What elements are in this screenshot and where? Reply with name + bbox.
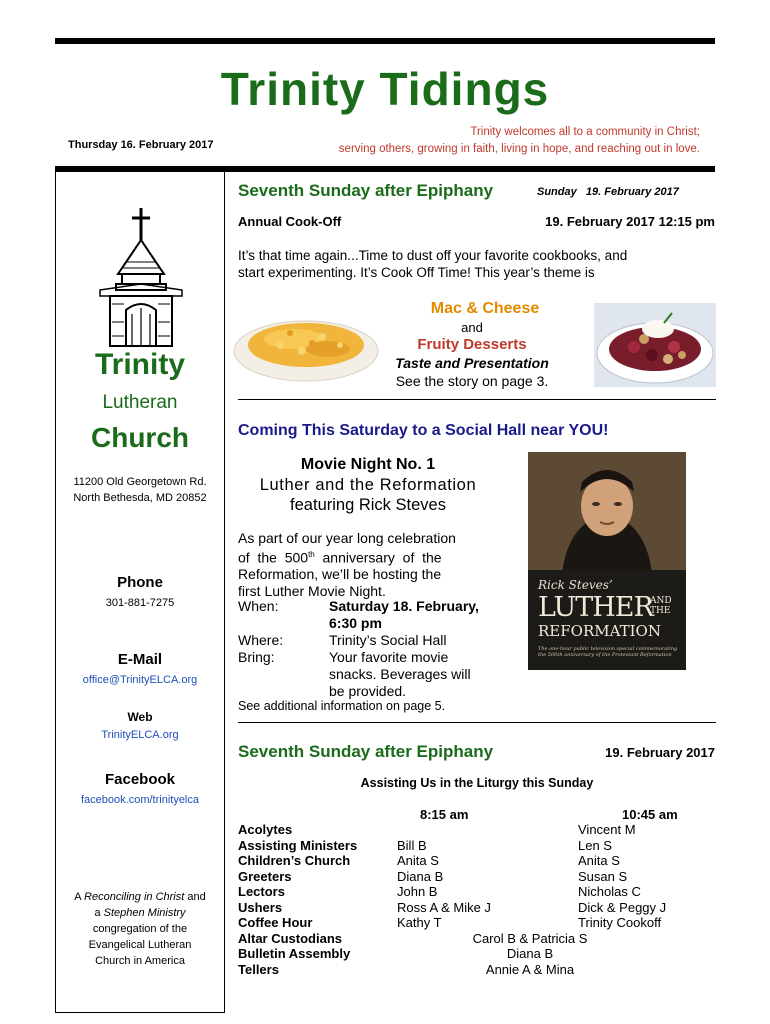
role-row: Coffee Hour [238,915,313,930]
late-volunteer: Len S [578,837,612,853]
web-label: Web [127,710,153,724]
movie-title: Movie Night No. 1 [300,456,436,473]
phone-label: Phone [117,574,163,591]
early-volunteer: Bill B [397,837,427,853]
affiliation-text: A Reconciling in Christ and a Stephen Ministry congregation of the Evangelical Lutheran Church in America [74,891,206,967]
tagline [260,124,700,158]
early-volunteer: Diana B [397,868,444,884]
cover-title-luther: LUTHER [538,592,653,623]
tagline-line-2: serving others, growing in faith, living in hope, and reaching out in love. [338,143,700,155]
role-row: Lectors [238,884,285,899]
combined-volunteer: Carol B & Patricia S [472,930,588,946]
facebook-link[interactable]: facebook.com/trinityelca [81,794,199,806]
late-volunteer: Nicholas C [578,884,641,899]
story-reference: See the story on page 3. [395,373,549,389]
movie-intro: As part of our year long celebration of the 500th anniversary of the Reformation, we’ll be hosting the first Luther Movie Night. [238,530,456,600]
movie-heading: Coming This Saturday to a Social Hall near YOU! [238,422,609,439]
where-value: Trinity’s Social Hall [329,632,447,648]
bring-value: Your favorite movie snacks. Beverages will be provided. [329,649,471,699]
facebook-label: Facebook [104,771,176,788]
role-row: Ushers [238,899,283,915]
email-link[interactable]: office@TrinityELCA.org [82,674,198,686]
early-volunteer: John B [397,884,438,899]
movie-subtitle-2: featuring Rick Steves [290,496,446,514]
phone-number[interactable]: 301-881-7275 [105,597,175,609]
cover-author: Rick Steves’ [538,578,613,592]
bring-label: Bring: [238,649,275,665]
address-line-2: North Bethesda, MD 20852 [73,492,207,504]
service-time-late: 10:45 am [622,807,678,822]
late-service-volunteers [578,822,666,931]
when-value-2: 6:30 pm [329,615,382,631]
cookoff-event-name: Annual Cook-Off [238,214,342,229]
role-row: Acolytes [238,822,293,837]
newsletter-title: Trinity Tidings [220,63,550,115]
cover-title-reformation: REFORMATION [538,622,661,640]
liturgy-heading: Seventh Sunday after Epiphany [238,742,494,761]
when-value-1: Saturday 18. February, [329,598,479,614]
address-line-1: 11200 Old Georgetown Rd. [73,476,207,488]
late-volunteer: Susan S [578,868,628,884]
divider-2 [238,722,716,723]
church-name-lutheran: Lutheran [102,392,178,413]
cookoff-heading: Seventh Sunday after Epiphany [238,181,494,200]
role-row: Children’s Church [238,853,351,868]
email-label: E-Mail [117,651,163,668]
early-volunteer: Ross A & Mike J [397,899,491,915]
role-row: Bulletin Assembly [238,946,351,961]
cover-and-the: AND THE [650,596,672,616]
role-row: Altar Custodians [238,930,343,946]
theme-mac-and-cheese: Mac & Cheese [430,300,540,317]
where-label: Where: [238,632,284,648]
divider-1 [238,399,716,400]
movie-more-info: See additional information on page 5. [238,699,446,713]
web-link[interactable]: TrinityELCA.org [101,729,179,741]
top-rule [55,38,715,44]
early-volunteer: Kathy T [397,915,442,930]
late-volunteer: Vincent M [578,822,636,837]
church-name-church: Church [91,422,189,453]
issue-date: Thursday 16. February 2017 [68,139,214,151]
late-volunteer: Trinity Cookoff [578,915,662,930]
liturgy-subheading: Assisting Us in the Liturgy this Sunday [360,776,594,790]
cookoff-body: It’s that time again...Time to dust off your favorite cookbooks, and start experimenting. It’s Cook Off Time! This year’s theme is [238,248,628,280]
church-steeple-icon [96,204,186,352]
cookoff-heading-date: Sunday 19. February 2017 [537,186,679,198]
service-time-early: 8:15 am [420,807,469,822]
sidebar [55,172,225,1013]
taste-and-presentation: Taste and Presentation [395,355,549,371]
cookoff-event-date: 19. February 2017 12:15 pm [545,214,715,229]
movie-subtitle-1: Luther and the Reformation [259,476,477,494]
liturgy-roles [238,822,357,977]
combined-volunteer: Diana B [506,946,554,961]
early-volunteer: Anita S [397,853,439,868]
cover-blurb: The one-hour public television special commemorating the 500th anniversary of the Protestant Reformation [538,646,678,658]
theme-and: and [461,320,483,335]
role-row: Assisting Ministers [238,837,358,853]
role-row: Tellers [238,961,279,977]
luther-cover-image [528,452,686,670]
early-service-volunteers [397,822,491,931]
late-volunteer: Dick & Peggy J [578,899,667,915]
combined-volunteer: Annie A & Mina [485,961,575,977]
early-volunteer [397,822,491,838]
mac-and-cheese-image [232,305,380,383]
late-volunteer: Anita S [578,853,620,868]
combined-service-volunteers [400,931,660,978]
when-label: When: [238,598,279,614]
theme-fruity-desserts: Fruity Desserts [417,336,527,353]
church-name-trinity: Trinity [94,348,185,381]
role-row: Greeters [238,868,292,884]
liturgy-date: 19. February 2017 [605,745,715,760]
tagline-line-1: Trinity welcomes all to a community in Christ; [470,126,700,138]
fruity-dessert-image [594,303,716,387]
